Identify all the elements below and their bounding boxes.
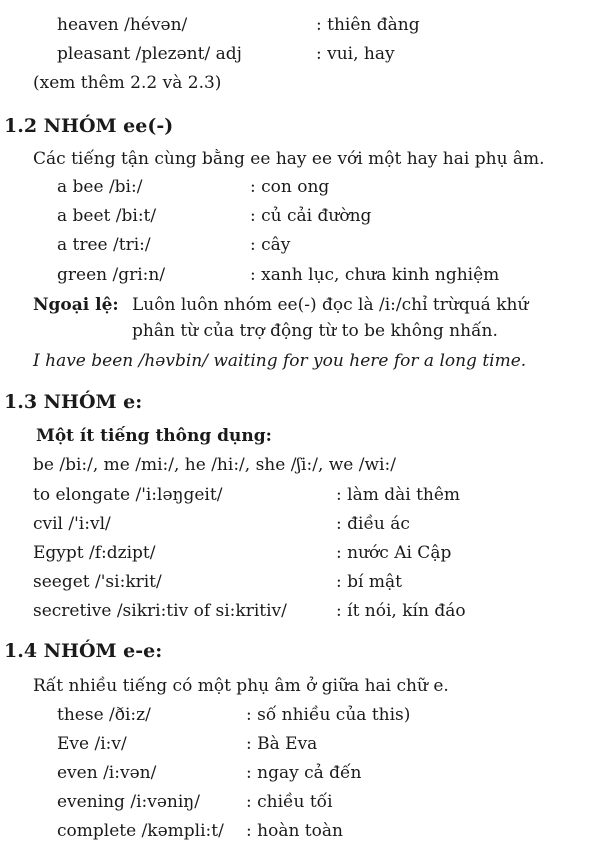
section-heading-1-4: 1.4 NHÓM e-e: xyxy=(4,640,163,662)
entry-meaning: : Bà Eva xyxy=(246,734,318,754)
subheading: Một ít tiếng thông dụng: xyxy=(36,426,272,446)
entry-term: even /i:vən/ xyxy=(57,763,157,783)
pronunciation-line: be /bi:/, me /mi:/, he /hi:/, she /ʃi:/, we /wi:/ xyxy=(33,455,396,475)
entry-term: green /gri:n/ xyxy=(57,265,166,285)
exception-text: Luôn luôn nhóm ee(-) đọc là /i:/chỉ trừquá khứ xyxy=(132,295,529,315)
entry-meaning: : chiều tối xyxy=(246,792,333,812)
entry-meaning: : xanh lục, chưa kinh nghiệm xyxy=(250,265,500,285)
entry-meaning: : điều ác xyxy=(336,514,410,534)
entry-meaning: : con ong xyxy=(250,177,330,197)
entry-term: seeget /'si:krit/ xyxy=(33,572,162,592)
exception-label: Ngoại lệ: xyxy=(33,295,119,315)
entry-term: evening /i:vəniŋ/ xyxy=(57,792,200,812)
entry-term: Egypt /f:dzipt/ xyxy=(33,543,156,563)
entry-meaning: : nước Ai Cập xyxy=(336,543,452,563)
example-sentence: I have been /həvbin/ waiting for you here for a long time. xyxy=(33,351,527,371)
entry-meaning: : thiên đàng xyxy=(316,15,420,35)
entry-term: cvil /'i:vl/ xyxy=(33,514,111,534)
entry-meaning: : hoàn toàn xyxy=(246,821,343,841)
entry-term: these /ði:z/ xyxy=(57,705,151,725)
exception-text: phân từ của trợ động từ to be không nhấn. xyxy=(132,321,498,341)
section-heading-1-2: 1.2 NHÓM ee(-) xyxy=(4,115,174,137)
section-intro: Các tiếng tận cùng bằng ee hay ee với một hay hai phụ âm. xyxy=(33,149,545,169)
entry-term: to elongate /'i:ləŋgeit/ xyxy=(33,485,223,505)
entry-term: secretive /sikri:tiv of si:kritiv/ xyxy=(33,601,287,621)
cross-reference-note: (xem thêm 2.2 và 2.3) xyxy=(33,73,222,93)
entry-term: Eve /i:v/ xyxy=(57,734,127,754)
entry-term: a bee /bi:/ xyxy=(57,177,143,197)
entry-term: heaven /hévən/ xyxy=(57,15,188,35)
entry-meaning: : ít nói, kín đáo xyxy=(336,601,466,621)
entry-meaning: : củ cải đường xyxy=(250,206,372,226)
entry-meaning: : cây xyxy=(250,235,291,255)
entry-term: a tree /tri:/ xyxy=(57,235,151,255)
entry-meaning: : vui, hay xyxy=(316,44,395,64)
entry-meaning: : bí mật xyxy=(336,572,402,592)
entry-meaning: : ngay cả đến xyxy=(246,763,362,783)
entry-term: pleasant /plezənt/ adj xyxy=(57,44,242,64)
entry-meaning: : làm dài thêm xyxy=(336,485,461,505)
entry-meaning: : số nhiều của this) xyxy=(246,705,411,725)
section-heading-1-3: 1.3 NHÓM e: xyxy=(4,391,143,413)
entry-term: a beet /bi:t/ xyxy=(57,206,157,226)
entry-term: complete /kəmpli:t/ xyxy=(57,821,224,841)
section-intro: Rất nhiều tiếng có một phụ âm ở giữa hai chữ e. xyxy=(33,676,449,696)
